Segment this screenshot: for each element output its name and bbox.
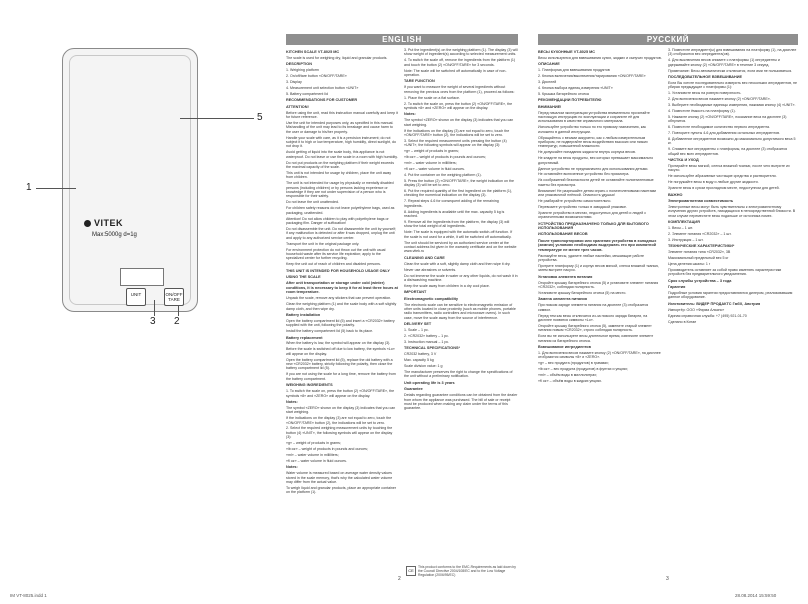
english-column-2 xyxy=(404,48,518,568)
en-delivery-item: 2. «CR2032» battery – 1 pc. xyxy=(404,334,449,339)
en-weighing-item: «lb:oz» – weight of products in pounds and ounces; xyxy=(286,447,368,452)
en-tare-item: 4. Put the container on the weighing platform (1). xyxy=(404,172,482,177)
ru-using-item: После транспортировки или хранения устройства в холодных (зимних) условиях необходимо выдержать его при комнатной температуре не менее трех часов. xyxy=(538,238,657,252)
en-replacement-item: When the battery is low, the symbol will appear on the display (3). xyxy=(286,341,391,346)
en-tare-item: «fl oz» – water volume in fluid ounces. xyxy=(404,166,465,171)
footer-file-slug: IM VT-8025.indd 1 xyxy=(10,593,47,598)
en-tech-item: Max. capacity 5 kg xyxy=(404,358,434,363)
ru-delivery-item: 3. Инструкция – 1 шт. xyxy=(668,237,704,242)
ru-desc-item: 4. Кнопка выбора единиц измерения «UNIT» xyxy=(538,85,613,90)
ce-mark-icon: CE xyxy=(406,566,416,576)
ru-tech-note: Производитель оставляет за собой право изменять характеристики устройств без предварительного уведомления. xyxy=(668,267,782,277)
en-tare-heading: TARE FUNCTION xyxy=(404,79,435,84)
ru-replacement-item: Если вы не используете весы длительное время, извлеките элемент питания из батарейного отсека. xyxy=(538,334,654,343)
en-using-item: Clean the weighing platform (1) and the scale body with a soft slightly damp cloth, and then wipe dry. xyxy=(286,302,397,311)
en-tare-item: The unit should be serviced by an authorized service center at the contact address list given in the warranty certificate and on the website www.vitek.ru xyxy=(404,240,517,254)
callout-2: 2 xyxy=(174,316,180,327)
callout-line-2 xyxy=(178,306,179,316)
ru-weighing-item: «fl oz» – объём воды в жидких унциях. xyxy=(538,378,603,383)
ru-paragraph: Используйте устройство только по его прямому назначению, как изложено в данной инструкции. xyxy=(538,125,646,134)
en-weighing-item: If the indications on the display (3) are not equal to zero, touch the «ON/OFF/TARE» button (2), the indications will be set to zero. xyxy=(286,416,392,425)
en-delivery-item: 3. Instruction manual – 1 pc. xyxy=(404,339,450,344)
ru-importer: Импортёр: ООО «Фирма Альянс» xyxy=(668,307,725,312)
en-guarantee-heading: Guarantee xyxy=(404,387,423,392)
en-using-heading: USING THE SCALE xyxy=(286,275,321,280)
en-tech-item: Scale division value: 1 g xyxy=(404,364,443,369)
russian-banner: РУССКИЙ xyxy=(538,34,798,45)
en-weighing-item: «ml» – water volume in milliliters; xyxy=(286,452,339,457)
ru-desc-item: 3. Дисплей xyxy=(538,80,557,85)
en-tare-item: The symbol «ZERO» shown on the display (3) indicates that you can start weighing. xyxy=(404,118,514,127)
en-desc-item: 4. Measurement unit selection button «UNIT» xyxy=(286,85,359,90)
ru-tech-heading: ТЕХНИЧЕСКИЕ ХАРАКТЕРИСТИКИ* xyxy=(668,244,735,249)
ru-cleaning-item: Храните весы в сухом прохладном месте, недоступном для детей. xyxy=(668,186,780,191)
ru-important-heading: ВАЖНО xyxy=(668,192,683,197)
en-tare-item: If you want to measure the weight of several ingredients without removing the previous ones from the platform (1), proceed as follows: xyxy=(404,85,515,94)
en-tare-item: 7. Repeat steps 4-6 for consequent adding of the remaining ingredients. xyxy=(404,199,499,208)
en-weighing-item: «fl oz» – water volume in fluid ounces. xyxy=(286,458,347,463)
ru-delivery-item: 2. Элемент питания «CR2032» – 1 шт. xyxy=(668,231,732,236)
en-cleaning-item: Keep the scale away from children in a dry cool place. xyxy=(404,283,490,288)
en-desc-item: 2. On/off/tare button «ON/OFF/TARE» xyxy=(286,74,347,79)
ru-paragraph: Не допускайте попадания жидкости внутрь корпуса весов. xyxy=(538,150,636,155)
en-attention: ATTENTION! xyxy=(286,104,309,109)
ru-replacement-item: Откройте крышку батарейного отсека (5), замените старый элемент питания новым «CR2032», строго соблюдая полярность. xyxy=(538,323,652,333)
ru-tare-item: 3. Выберите необходимые единицы измерения, нажимая кнопку (4) «UNIT». xyxy=(668,103,796,108)
en-paragraph: Do not disassemble the unit. Do not disassemble the unit by yourself; if any malfunction is detected or after it was dropped, unplug the unit and apply to any authorized service center. xyxy=(286,226,397,240)
ru-weighing-heading: Взвешивание ингредиентов xyxy=(538,344,591,349)
en-recommendations-heading: RECOMMENDATIONS FOR CUSTOMER xyxy=(286,98,358,103)
ru-desc-item: 5. Крышка батарейного отсека xyxy=(538,91,589,96)
en-tare-item: Notes: xyxy=(404,112,416,117)
ru-made-in: Сделано в Китае xyxy=(668,319,697,324)
ru-cleaning-heading: ЧИСТКА И УХОД xyxy=(668,158,699,163)
ru-weighing-item: «lb:oz» – вес продукта (продуктов) в фунтах и унциях; xyxy=(538,367,629,372)
ru-paragraph: Из соображений безопасности детей не оставляйте полиэтиленовые пакеты без присмотра. xyxy=(538,178,654,187)
en-tare-item: 2. To switch the scale on, press the button (2) «ON/OFF/TARE», the symbols «8» and «ZERO» will appear on the display. xyxy=(404,101,513,110)
en-col2-item: 4. To switch the scale off, remove the ingredients from the platform (1) and touch the button (2) «ON/OFF/TARE» for 3 seconds. xyxy=(404,58,516,67)
en-tare-item: «ml» – water volume in milliliters; xyxy=(404,161,457,166)
en-tare-item: 3. Select the required measurement units pressing the button (4) «UNIT», the following symbols will appear on the display (3): xyxy=(404,138,507,148)
en-tare-item: If the indications on the display (3) are not equal to zero, touch the «ON/OFF/TARE» button (2), the indications will be set to zero. xyxy=(404,128,510,137)
ru-recommendations-heading: РЕКОМЕНДАЦИИ ПОТРЕБИТЕЛЮ xyxy=(538,98,602,103)
en-using-intro: After unit transportation or storage under cold (winter) conditions, it is necessary to keep it for at least three hours at room temperature. xyxy=(286,281,398,295)
en-desc-item: 1. Weighing platform xyxy=(286,68,319,73)
ru-tare-item: 1. Установите весы на ровную поверхность. xyxy=(668,91,742,96)
ru-paragraph: Внимание! Не разрешайте детям играть с полиэтиленовыми пакетами или упаковочной плёнкой. Опасность удушья! xyxy=(538,188,657,198)
callout-line-1 xyxy=(36,188,76,189)
english-column-1 xyxy=(286,48,398,568)
ru-delivery-heading: КОМПЛЕКТАЦИЯ xyxy=(668,220,700,225)
en-weighing-item: Water volume is measured based on average water density values stored in the scale memory, that's why the calculated water volume may differ from the actual value. xyxy=(286,471,393,484)
en-battery-item: Install the battery compartment lid (5) back to its place. xyxy=(286,329,374,334)
en-important-sub: Electromagnetic compatibility xyxy=(404,296,459,301)
en-paragraph: Avoid getting of liquid into the scale body, this appliance is not waterproof. Do not leave or use the scale in a room with high humidity. xyxy=(286,150,398,159)
ru-replacement-item: При низком заряде элемента питания на дисплее (3) отобразится символ. xyxy=(538,303,649,312)
en-tare-item: 5. Press the button (2) «ON/OFF/TARE», the weight indication on the display (3) will be set to zero. xyxy=(404,178,514,188)
en-tare-item: «lb:oz» – weight of products in pounds and ounces; xyxy=(404,155,486,160)
ru-desc-item: 2. Кнопка включения/выключения/тарирования «ON/OFF/TARE» xyxy=(538,74,646,79)
ru-col4-item: 4. Для выключения весов снимите с платформы (1) ингредиенты и удерживайте кнопку (2) «ON/OFF/TARE» в течение 3 секунд. xyxy=(668,58,780,67)
en-paragraph: Handle your scale with care, as it is a precision instrument; do not subject it to high or low temperature, high humidity, direct sunlight, do not drop it. xyxy=(286,135,396,149)
ru-tare-item: 5. Нажмите кнопку (2) «ON/OFF/TARE», показание веса на дисплее (3) обнулится. xyxy=(668,114,787,124)
en-delivery-item: 1. Scale – 1 pc. xyxy=(404,328,429,333)
en-ce-note: This product conforms to the EMC-Requirements as laid down by the Council Directive 2004/108/EC and to the Low Voltage Regulation (2006/95/EC) xyxy=(418,565,516,577)
ru-replacement-heading: Замена элемента питания xyxy=(538,297,587,302)
ru-phone: Единая справочная служба: +7 (495) 921-01-70 xyxy=(668,313,747,318)
en-replacement-item: Before the scale is switched off due to low battery, the symbols «Lo» will appear on the display. xyxy=(286,347,395,356)
en-weighing-item: Notes: xyxy=(286,465,298,470)
ru-tech-item: Максимальный предельный вес 5 кг xyxy=(668,256,729,261)
ru-tare-item: 7. Повторите пункты 4-6 для добавления остальных ингредиентов. xyxy=(668,131,781,136)
en-paragraph: Before using the unit, read this instruction manual carefully and keep it for future reference. xyxy=(286,110,398,119)
callout-5: 5 xyxy=(257,112,263,123)
en-delivery-heading: DELIVERY SET xyxy=(404,322,432,327)
english-banner: ENGLISH xyxy=(286,34,518,45)
en-cleaning-item: Never use abrasives or solvents. xyxy=(404,267,457,272)
ru-important-sub: Электромагнитная совместимость xyxy=(668,198,734,203)
en-operating-life: Unit operating life is 3 years xyxy=(404,380,455,385)
ru-tech-item: Цена деления шкалы: 1 г xyxy=(668,261,711,266)
en-desc-item: 5. Battery compartment lid xyxy=(286,91,328,96)
footer-timestamp: 28.08.2014 15:59:50 xyxy=(735,593,777,598)
ru-paragraph: Не разбирайте устройство самостоятельно. xyxy=(538,198,612,203)
en-weighing-item: To weigh liquid and granular products, place an appropriate container on the platform (1). xyxy=(286,485,397,495)
ru-delivery-item: 1. Весы – 1 шт. xyxy=(668,226,693,230)
ru-battery-item: Установите крышку батарейного отсека (5) на место. xyxy=(538,290,627,295)
en-paragraph: Attention! Do not allow children to play with polyethylene bags or packaging film. Danger of suffocation! xyxy=(286,216,389,225)
en-tech-heading: TECHNICAL SPECIFICATIONS* xyxy=(404,346,460,351)
en-weighing-heading: WEIGHING INGREDIENTS xyxy=(286,383,333,388)
ru-household-note: УСТРОЙСТВО ПРЕДНАЗНАЧЕНО ТОЛЬКО ДЛЯ БЫТОВОГО ИСПОЛЬЗОВАНИЯ xyxy=(538,221,649,230)
en-paragraph: For environment protection do not throw out the unit with usual household waste after its service life expiration; apply to the specialized center for further recycling. xyxy=(286,247,386,261)
scale-display xyxy=(120,268,164,286)
page-number-3: 3 xyxy=(666,576,669,582)
ru-tare-item: 2. Для включения весов нажмите кнопку (2) «ON/OFF/TARE». xyxy=(668,97,771,102)
ru-description-heading: ОПИСАНИЕ xyxy=(538,62,560,67)
russian-column-2 xyxy=(668,48,798,572)
en-paragraph: The unit is not intended for usage by physically or mentally disabled persons (including children) or by persons lacking experience or knowledge if they are not under supervision of a person who is responsible for their safety. xyxy=(286,181,394,199)
en-paragraph: Do not leave the unit unattended. xyxy=(286,200,339,205)
en-paragraph: Keep the unit out of reach of children and disabled persons. xyxy=(286,262,381,267)
en-battery-item: Open the battery compartment lid (5) and insert a «CR2032» battery supplied with the unit, following the polarity. xyxy=(286,318,395,328)
ru-tare-item: Если Вы хотите последовательно измерить вес нескольких ингредиентов, не убирая предыдущие с платформы (1): xyxy=(668,80,798,90)
ru-operating-life: Срок службы устройства – 3 года xyxy=(668,278,732,283)
en-cleaning-item: Do not immerse the scale in water or any other liquids, do not wash it in a dishwashing machine. xyxy=(404,273,518,282)
en-tare-item: Note: The scale is equipped with the automatic switch-off function. If the scale is not used for a while, it will be switched off automatically. xyxy=(404,230,513,239)
ru-cleaning-item: Не погружайте весы в воду и любые другие жидкости. xyxy=(668,180,759,185)
ru-battery-item: Откройте крышку батарейного отсека (5) и установите элемент питания «CR2032», соблюдая полярность. xyxy=(538,280,659,289)
ru-tech-item: Элемент питания типа «CR2032», 3В xyxy=(668,250,731,255)
en-weighing-item: 1. To switch the scale on, press the button (2) «ON/OFF/TARE», the symbols «8» and «ZERO» will appear on the display. xyxy=(286,389,395,398)
ru-battery-heading: Установка элемента питания xyxy=(538,274,593,279)
callout-1: 1 xyxy=(26,182,32,193)
ru-weighing-item: «ml» – объём воды в миллилитрах; xyxy=(538,372,598,377)
unit-button-label: UNIT xyxy=(130,292,142,297)
ru-tare-item: 4. Поместите ёмкость на платформу (1). xyxy=(668,108,736,113)
ru-using-heading: ИСПОЛЬЗОВАНИЕ ВЕСОВ xyxy=(538,232,588,237)
vitek-logo-icon xyxy=(84,220,91,227)
ru-guarantee-text: Подробные условия гарантии предоставляются дилером, реализовавшим данное оборудование. xyxy=(668,290,793,300)
ru-tare-item: 8. Добавление ингредиентов возможно до максимально допустимого веса 5 кг. xyxy=(668,137,796,146)
ru-weighing-item: «g» – вес продукта (продуктов) в граммах; xyxy=(538,361,609,366)
en-tech-item: CR2032 battery, 3 V xyxy=(404,352,437,357)
en-replacement-heading: Battery replacement xyxy=(286,335,323,340)
en-tare-item: 9. Remove all the ingredients from the platform, the display (3) will show the total weight of all ingredients. xyxy=(404,220,510,229)
ru-paragraph: Перед началом эксплуатации устройства внимательно прочитайте настоящую инструкцию по эксплуатации и сохраните её для использования в качестве справочного материала. xyxy=(538,110,650,124)
ru-col4-item: 3. Поместите ингредиент(ы) для взвешивания на платформу (1), на дисплее (3) отобразится вес ингредиента(ов). xyxy=(668,48,797,57)
en-tech-note: The manufacturer preserves the right to change the specifications of the unit without a preliminary notification. xyxy=(404,369,513,379)
ru-cleaning-item: Не используйте абразивные чистящие средства и растворители. xyxy=(668,174,777,179)
en-description-heading: DESCRIPTION xyxy=(286,62,312,67)
ru-attention: ВНИМАНИЕ! xyxy=(538,104,562,109)
en-cleaning-item: Clean the scale with a soft, slightly damp cloth and then wipe it dry. xyxy=(404,261,511,266)
russian-column-1 xyxy=(538,48,662,572)
ru-paragraph: Перевозите устройство только в заводской упаковке. xyxy=(538,204,628,209)
en-tare-item: 1. Place the scale on a flat surface. xyxy=(404,95,460,100)
en-weighing-item: 2. Select the required weighing measurement units by touching the button (4) «UNIT», the following symbols will appear on the display (3): xyxy=(286,426,393,440)
en-tare-item: 6. Put the required quantity of the first ingredient on the platform (1), checking the numerical indication on the display (3). xyxy=(404,189,513,198)
ru-cleaning-item: Протирайте весы мягкой, слегка влажной тканью, после чего вытрите их насухо. xyxy=(668,164,790,173)
ru-manufacturer: Изготовитель: ВИДЕР ПРОДАКТС ГмбХ, Австрия xyxy=(668,301,761,306)
ru-intro: Весы используются для взвешивания сухих, жидких и сыпучих продуктов. xyxy=(538,55,662,60)
ru-desc-item: 1. Платформа для взвешивания продуктов xyxy=(538,68,610,73)
onoff-tare-button xyxy=(164,288,184,306)
en-important-heading: IMPORTANT xyxy=(404,290,427,295)
en-important-text: The electronic scale can be sensitive to electromagnetic emission of other units located in close proximity (such as mobile phones, portable radio transmitters, radio controllers and microwave ovens). In such case, move the scale away from the source of interference. xyxy=(404,302,516,320)
ru-paragraph: Данное устройство не предназначено для использования детьми. xyxy=(538,166,649,171)
en-paragraph: For children safety reasons do not leave polyethylene bags, used as packaging, unattended. xyxy=(286,206,395,215)
en-paragraph: Do not put products on the weighing platform if their weight exceeds the maximal capacity of the scale. xyxy=(286,160,395,170)
ru-paragraph: Не кладите на весы продукты, вес которых превышает максимально допустимый. xyxy=(538,156,654,165)
en-paragraph: Transport the unit in the original package only. xyxy=(286,241,360,246)
callout-line-3 xyxy=(154,300,155,316)
en-using-item: Unpack the scale, remove any stickers that can prevent operation. xyxy=(286,296,392,301)
en-guarantee-text: Details regarding guarantee conditions can be obtained from the dealer from whom the appliance was purchased. The bill of sale or receipt must be produced when making any claim under the terms of this guarantee. xyxy=(404,393,518,411)
en-col2-item: Note: The scale will be switched off automatically in case of non-operation. xyxy=(404,68,507,78)
ru-replacement-item: Перед тем как весы отключатся из-за низкого заряда батареи, на дисплее появятся символы «Lo». xyxy=(538,313,648,322)
en-replacement-item: Open the battery compartment lid (5), replace the old battery with a new «CR2032» battery, strictly following the polarity, then close the battery compartment lid (5). xyxy=(286,357,393,371)
en-tare-item: «g» – weight of products in grams; xyxy=(404,149,459,154)
onoff-button-label: ON/OFF TARE xyxy=(165,292,183,302)
ru-important-text: Электронные весы могут быть чувствительны к электромагнитному излучению других устройств, находящихся в непосредственной близости. В этом случае переместите весы подальше от источника помех. xyxy=(668,204,796,218)
en-weighing-item: Notes: xyxy=(286,399,298,404)
en-desc-item: 3. Display xyxy=(286,80,302,85)
ru-title: ВЕСЫ КУХОННЫЕ VT-8025 MC xyxy=(538,50,596,54)
ru-using-item: Протрите платформу (1) и корпус весов мягкой, слегка влажной тканью, затем вытрите насухо. xyxy=(538,263,660,273)
en-intro: The scale is used for weighing dry, liquid and granular products. xyxy=(286,55,388,60)
unit-button xyxy=(126,288,146,306)
ru-tare-item: 9. Снимите все ингредиенты с платформы, на дисплее (3) отобразится общий вес всех ингредиентов. xyxy=(668,147,788,156)
ru-tare-item: 6. Поместите необходимое количество первого ингредиента. xyxy=(668,125,771,130)
ru-guarantee-heading: Гарантия xyxy=(668,285,686,290)
en-col2-item: 3. Put the ingredient(s) on the weighing platform (1). The display (3) will show weight of ingredient(s) according to selected measurement units. xyxy=(404,48,518,57)
max-capacity-label: Max:5000g d=1g xyxy=(92,232,137,238)
ru-paragraph: Не оставляйте включенное устройство без присмотра. xyxy=(538,172,630,177)
en-weighing-item: «g» – weight of products in grams; xyxy=(286,441,341,446)
callout-line-5 xyxy=(180,118,254,119)
brand-logo xyxy=(84,218,123,228)
en-replacement-item: If you are not using the scale for a long time, remove the battery from the battery compartment. xyxy=(286,372,396,381)
page-number-2: 2 xyxy=(398,576,401,582)
callout-3: 3 xyxy=(150,316,156,327)
ru-tare-heading: ПОСЛЕДОВАТЕЛЬНОЕ ВЗВЕШИВАНИЕ xyxy=(668,75,743,80)
en-paragraph: Use the unit for intended purposes only, as specified in this manual. Mishandling of the unit may lead to its breakage and cause harm to the user or damage to his/her property. xyxy=(286,120,394,134)
en-cleaning-heading: CLEANING AND CARE xyxy=(404,255,445,260)
ru-paragraph: Храните устройство в местах, недоступных для детей и людей с ограниченными возможностями. xyxy=(538,210,647,220)
en-tare-item: 8. Adding ingredients is available until the max. capacity 5 kg is reached. xyxy=(404,209,505,219)
brand-name: VITEK xyxy=(94,218,124,228)
ru-paragraph: Обращайтесь с весами аккуратно, как с любым измерительным прибором, не подвергайте весы воздействию высоких или низких температур, повышенной влажности. xyxy=(538,135,648,149)
en-battery-heading: Battery installation xyxy=(286,312,321,317)
en-title: KITCHEN SCALE VT-8025 MC xyxy=(286,50,340,54)
en-weighing-item: The symbol «ZERO» shown on the display (3) indicates that you can start weighing. xyxy=(286,405,396,415)
en-paragraph: This unit is not intended for usage by children, place the unit away from children. xyxy=(286,170,392,180)
en-household-note: THIS UNIT IS INTENDED FOR HOUSEHOLD USAGE ONLY xyxy=(286,268,390,273)
ru-col4-item: Примечание: Весы автоматически отключатся, если ими не пользоваться. xyxy=(668,68,793,73)
ru-using-item: Распакуйте весы, удалите любые наклейки, мешающие работе устройства. xyxy=(538,253,645,262)
ru-weighing-item: 1. Для включения весов нажмите кнопку (2) «ON/OFF/TARE», на дисплее отобразятся символы «8» и «ZERO». xyxy=(538,350,661,360)
